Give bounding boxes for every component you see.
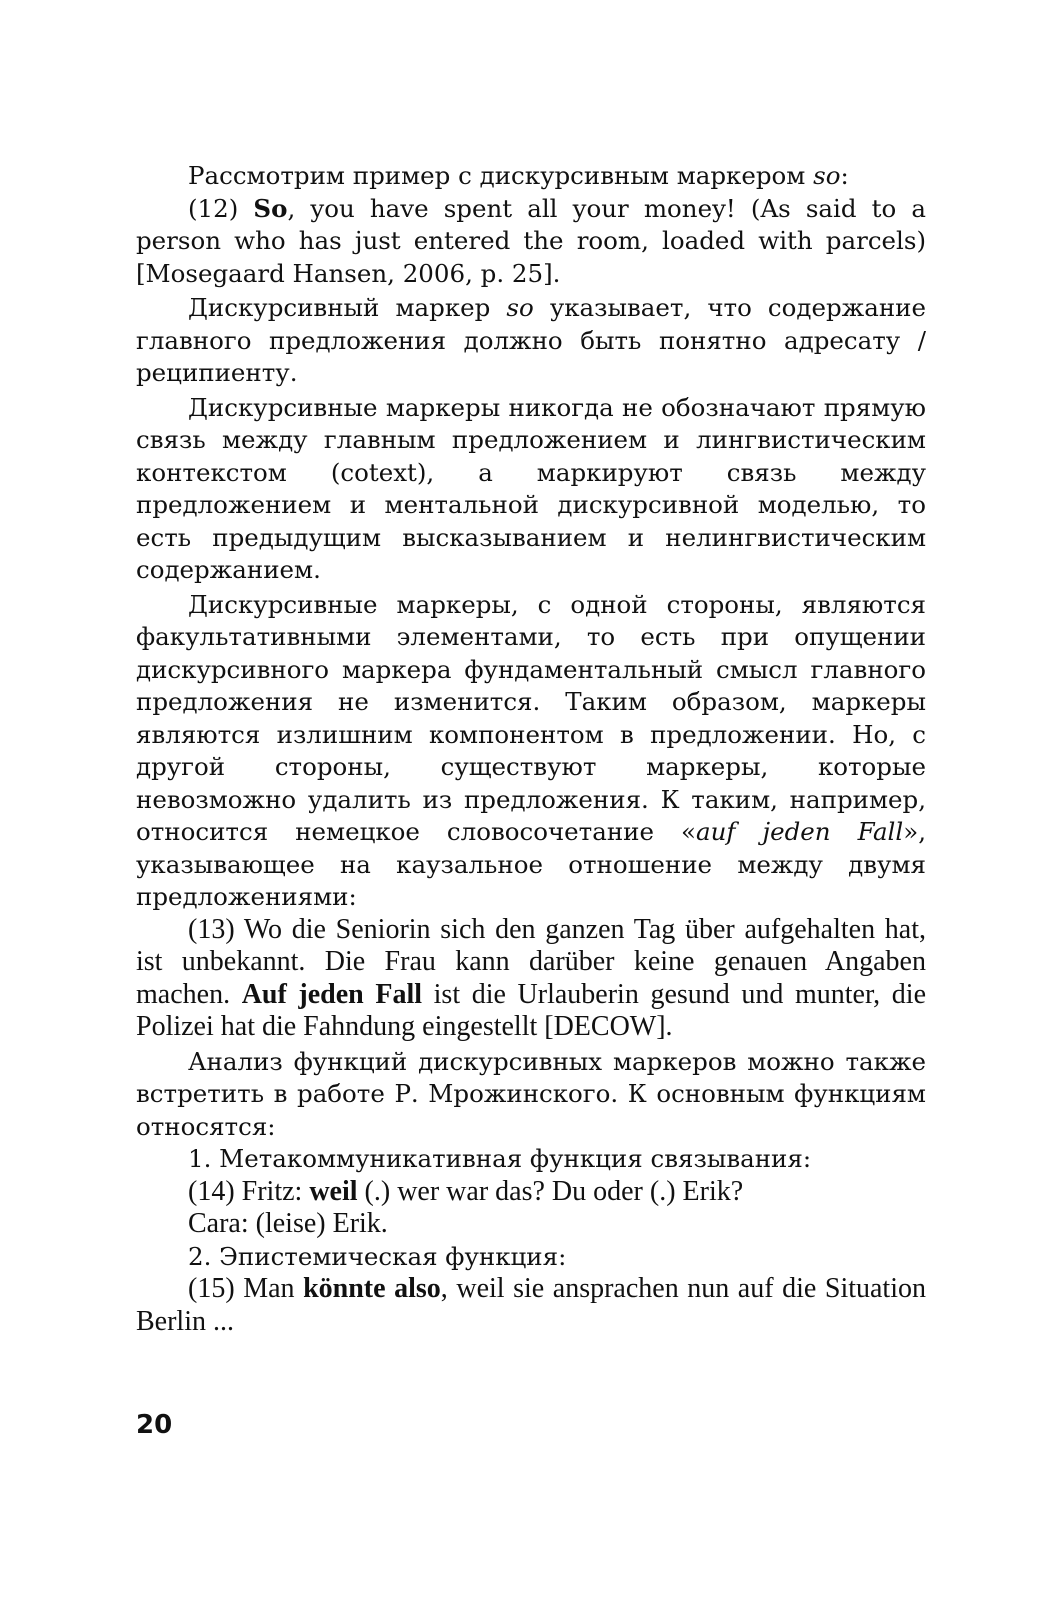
example-text: Wo die Seniorin sich den ganzen Tag über aufgehalten hat, ist unbekannt. Die Frau kann darüber keine genauen Angaben machen. — [136, 913, 926, 1010]
term-auf-jeden-fall: auf jeden Fall — [696, 817, 904, 846]
example-14 — [136, 1176, 926, 1209]
paragraph-text: Рассмотрим пример с дискурсивным маркером — [188, 161, 814, 190]
marker-auf-jeden-fall: Auf jeden Fall — [241, 978, 423, 1010]
paragraph-so-explanation — [136, 292, 926, 390]
list-item-2: 2. Эпистемическая функция: — [188, 1241, 567, 1271]
example-15 — [136, 1273, 926, 1338]
marker-weil: weil — [309, 1175, 358, 1207]
paragraph-text: указывает, что содержание главного предложения должно быть понятно адресату / реципиенту. — [136, 293, 926, 387]
paragraph-facultative — [136, 589, 926, 914]
example-number: (13) — [188, 913, 244, 945]
example-13 — [136, 914, 926, 1044]
paragraph-intro-so — [136, 160, 926, 193]
example-number: (14) — [188, 1175, 242, 1207]
paragraph-mrozhinsky: Анализ функций дискурсивных маркеров можно также встретить в работе Р. Мрожинского. К основным функциям относятся: — [136, 1046, 926, 1141]
paragraph-text: Дискурсивный маркер — [188, 293, 507, 322]
example-text: ist die Urlauberin gesund und munter, die Polizei hat die Fahndung eingestellt [DECOW]. — [136, 978, 927, 1042]
marker-so-bold: So — [253, 193, 288, 223]
example-text: , weil sie ansprachen nun auf die Situation Berlin ... — [136, 1273, 926, 1337]
paragraph-cotext: Дискурсивные маркеры никогда не обозначают прямую связь между главным предложением и лингвистическим контекстом (cotext), а маркируют связь между предложением и ментальной дискурсивной моделью, то есть предыдущим высказыванием и нелингвистическим содержанием. — [136, 392, 926, 584]
example-number: (15) — [188, 1273, 244, 1304]
page-number: 20 — [136, 1410, 173, 1440]
paragraph-text: », указывающее на каузальное отношение между двумя предложениями: — [136, 817, 927, 911]
page-body — [136, 160, 926, 1338]
marker-so: so — [506, 293, 534, 322]
example-number: (12) — [188, 193, 254, 223]
speaker-label: Fritz: — [241, 1175, 310, 1207]
example-12 — [136, 193, 926, 291]
marker-koennte-also: könnte also — [303, 1273, 441, 1304]
example-text: , you have spent all your money! (As said to a person who has just entered the room, loaded with parcels) [Mosegaard Hansen, 2006, p. 25]. — [136, 193, 926, 288]
marker-so: so — [813, 161, 841, 190]
paragraph-text: Дискурсивные маркеры, с одной стороны, являются факультативными элементами, то есть при опущении дискурсивного маркера фундаментальный смысл главного предложения не изменится. Таким образом, маркеры являются излишним компонентом в предложении. Но, с другой стороны, существуют маркеры, которые невозможно удалить из предложения. К таким, например, относится немецкое словосочетание « — [136, 589, 926, 846]
example-14-line-2: Cara: (leise) Erik. — [188, 1208, 388, 1239]
example-text: Man — [243, 1273, 304, 1304]
punctuation: : — [840, 161, 849, 190]
example-text: (.) wer war das? Du oder (.) Erik? — [357, 1175, 744, 1207]
list-item-1: 1. Метакоммуникативная функция связывания: — [188, 1144, 812, 1173]
